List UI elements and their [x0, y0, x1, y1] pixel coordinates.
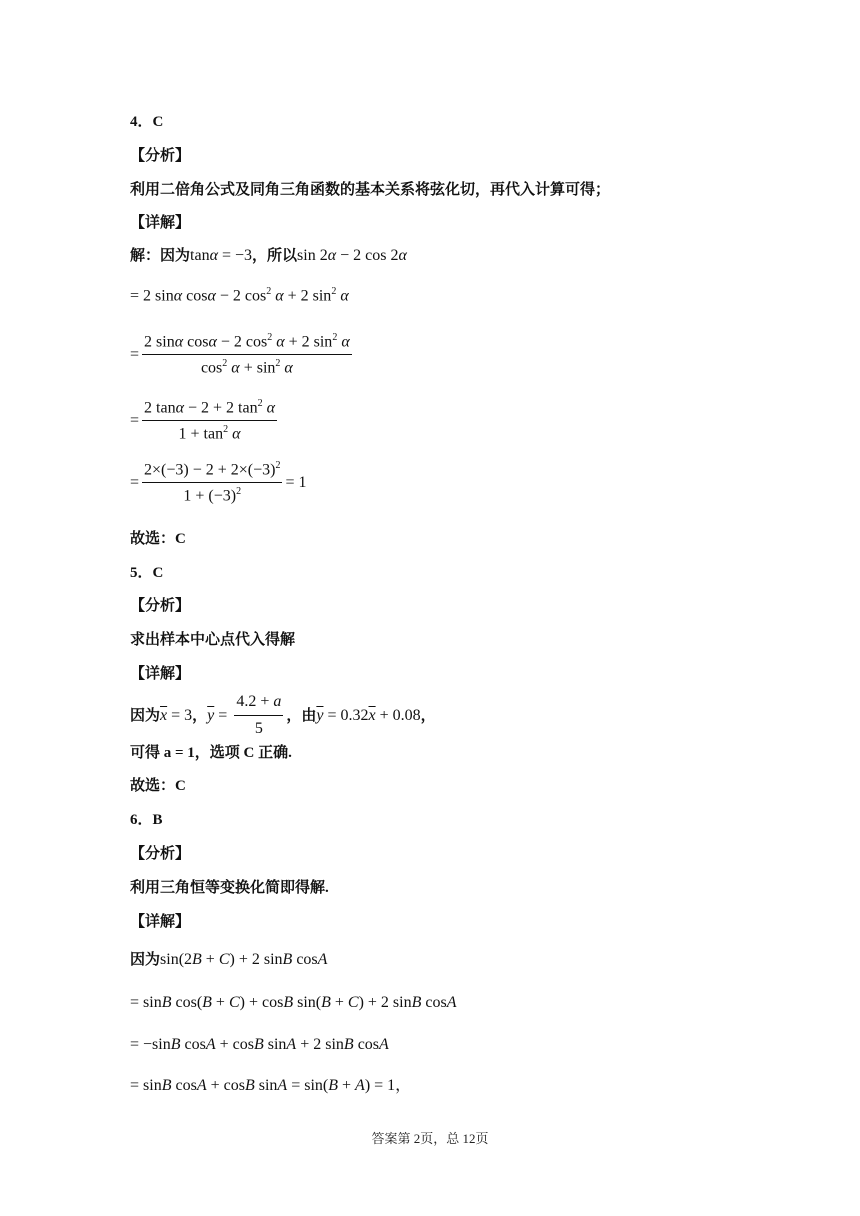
q4-eq3: = $\frac{2 \tan\alpha - 2 + 2 \tan^2 \alpha}{1 + \tan^2 \alpha}$	[130, 398, 275, 443]
q4-step1: 解：因为tanα = −3，所以sin 2α − 2 cos 2α	[130, 247, 407, 264]
q6-analysis-tag: 【分析】	[130, 846, 191, 862]
q5-result: 可得 a = 1，选项 C 正确.	[130, 745, 292, 761]
q5-choice: 故选：C	[130, 778, 186, 794]
q6-step1: 因为sin(2B + C) + 2 sinB cosA	[130, 951, 328, 968]
q4-eq1: = 2 sinα cosα − 2 $\cos^2 \alpha + 2$ $\sin^2 \alpha$	[130, 286, 349, 305]
q4-analysis-text: 利用二倍角公式及同角三角函数的基本关系将弦化切，再代入计算可得；	[130, 182, 611, 198]
page-footer: 答案第 2页，总 12页	[371, 1131, 489, 1146]
q4-header: 4．C	[130, 114, 164, 130]
q6-header: 6．B	[130, 812, 163, 828]
q5-step1: 因为 $\overline{x} = 3$ ， $\overline{y}$ = $\frac{4.2 + a}{5}$ ，由 $\overline{y} = 0.32\overline{x} + 0.08$ ，	[130, 693, 436, 737]
q5-analysis-tag: 【分析】	[130, 598, 191, 614]
q6-eq2: = −sinB cosA + cosB sinA + 2 sinB cosA	[130, 1036, 389, 1053]
q5-header: 5．C	[130, 565, 164, 581]
q6-analysis-text: 利用三角恒等变换化简即得解.	[130, 880, 329, 896]
q4-eq4: = $\frac{2\times(-3) - 2 + 2\times(-3)^2}{1 + (-3)^2}$ = 1	[130, 460, 307, 505]
q5-analysis-text: 求出样本中心点代入得解	[130, 632, 296, 648]
q6-eq1: = sinB cos(B + C) + cosB sin(B + C) + 2 sinB cosA	[130, 994, 457, 1011]
q6-eq3: = sinB cosA + cosB sinA = sin(B + A) = 1，	[130, 1077, 412, 1094]
q5-detail-tag: 【详解】	[130, 666, 191, 682]
q6-detail-tag: 【详解】	[130, 914, 191, 930]
q4-analysis-tag: 【分析】	[130, 148, 191, 164]
q4-choice: 故选：C	[130, 531, 186, 547]
q4-detail-tag: 【详解】	[130, 215, 191, 231]
q4-eq2: = $\frac{2 \sin\alpha \cos\alpha - 2 \cos^2 \alpha + 2 \sin^2 \alpha}{\cos^2 \alpha + \sin^2 \alpha}$	[130, 332, 350, 377]
